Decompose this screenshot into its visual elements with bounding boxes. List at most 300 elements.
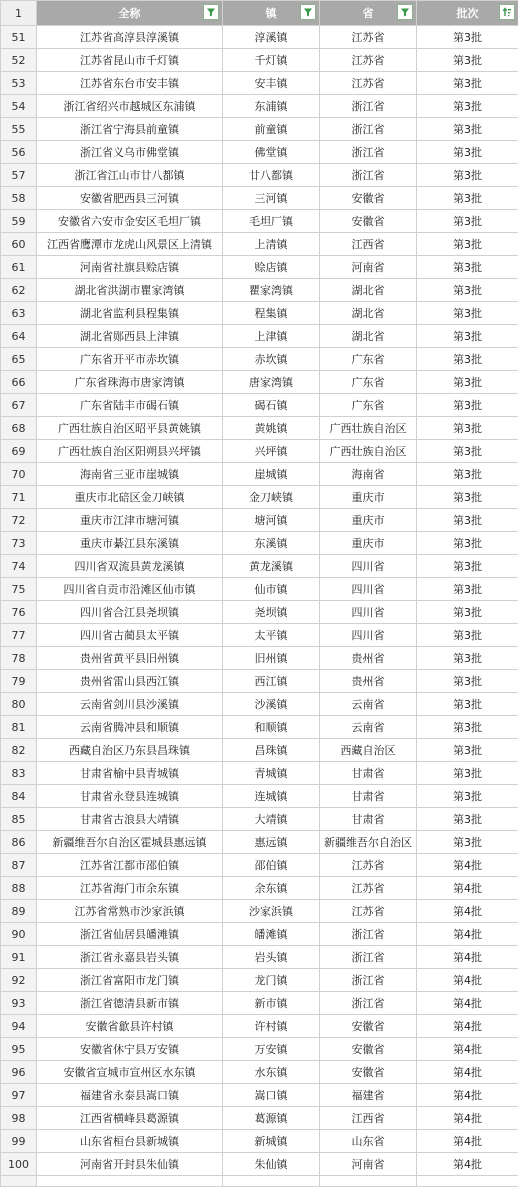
- cell-province[interactable]: 重庆市: [320, 509, 417, 532]
- cell-full-name[interactable]: 浙江省永嘉县岩头镇: [37, 946, 223, 969]
- row-number[interactable]: 85: [1, 808, 37, 831]
- row-number[interactable]: 71: [1, 486, 37, 509]
- cell-province[interactable]: 江苏省: [320, 854, 417, 877]
- cell-full-name[interactable]: 四川省合江县尧坝镇: [37, 601, 223, 624]
- cell-province[interactable]: 新疆维吾尔自治区: [320, 831, 417, 854]
- cell-province[interactable]: 浙江省: [320, 946, 417, 969]
- row-number[interactable]: 83: [1, 762, 37, 785]
- cell-full-name[interactable]: 重庆市綦江县东溪镇: [37, 532, 223, 555]
- cell-town[interactable]: 赤坎镇: [223, 348, 320, 371]
- row-number[interactable]: 87: [1, 854, 37, 877]
- cell-town[interactable]: 碣石镇: [223, 394, 320, 417]
- cell-province[interactable]: 湖北省: [320, 279, 417, 302]
- table-row: [1, 762, 518, 785]
- table-row: [1, 923, 518, 946]
- cell-batch[interactable]: 第4批: [417, 1130, 518, 1153]
- cell-province[interactable]: 广西壮族自治区: [320, 417, 417, 440]
- cell-town[interactable]: 太平镇: [223, 624, 320, 647]
- row-number[interactable]: 86: [1, 831, 37, 854]
- cell-province[interactable]: 云南省: [320, 693, 417, 716]
- table-row: [1, 831, 518, 854]
- table-row: [1, 693, 518, 716]
- cell-full-name[interactable]: 广西壮族自治区昭平县黄姚镇: [37, 417, 223, 440]
- row-number[interactable]: 81: [1, 716, 37, 739]
- cell-town[interactable]: 上津镇: [223, 325, 320, 348]
- table-row: [1, 601, 518, 624]
- cell-town[interactable]: 朱仙镇: [223, 1153, 320, 1176]
- cell-town[interactable]: 青城镇: [223, 762, 320, 785]
- cell-province[interactable]: 江苏省: [320, 900, 417, 923]
- cell-full-name[interactable]: 浙江省仙居县皤滩镇: [37, 923, 223, 946]
- cell-province[interactable]: 安徽省: [320, 187, 417, 210]
- cell-batch[interactable]: 第3批: [417, 647, 518, 670]
- cell-province[interactable]: 贵州省: [320, 670, 417, 693]
- row-number[interactable]: 93: [1, 992, 37, 1015]
- cell-province[interactable]: 江苏省: [320, 26, 417, 49]
- table-row: [1, 440, 518, 463]
- row-number[interactable]: 66: [1, 371, 37, 394]
- row-number[interactable]: 61: [1, 256, 37, 279]
- cell-full-name[interactable]: 江西省横峰县葛源镇: [37, 1107, 223, 1130]
- cell-town[interactable]: 黄姚镇: [223, 417, 320, 440]
- cell-batch[interactable]: 第4批: [417, 1015, 518, 1038]
- cell-batch[interactable]: 第3批: [417, 463, 518, 486]
- cell-province[interactable]: 江苏省: [320, 49, 417, 72]
- cell-batch[interactable]: 第3批: [417, 49, 518, 72]
- cell-batch[interactable]: 第3批: [417, 141, 518, 164]
- column-header-province[interactable]: [320, 1, 417, 26]
- cell-town[interactable]: 赊店镇: [223, 256, 320, 279]
- table-row: [1, 164, 518, 187]
- row-number[interactable]: 52: [1, 49, 37, 72]
- cell-town[interactable]: 东浦镇: [223, 95, 320, 118]
- row-number[interactable]: 63: [1, 302, 37, 325]
- cell-full-name[interactable]: 广西壮族自治区阳朔县兴坪镇: [37, 440, 223, 463]
- cell-full-name[interactable]: 浙江省德清县新市镇: [37, 992, 223, 1015]
- cell-full-name[interactable]: 浙江省义乌市佛堂镇: [37, 141, 223, 164]
- row-number[interactable]: 58: [1, 187, 37, 210]
- column-header-town[interactable]: [223, 1, 320, 26]
- cell-batch[interactable]: 第3批: [417, 348, 518, 371]
- cell-town[interactable]: 西江镇: [223, 670, 320, 693]
- cell-full-name[interactable]: 海南省三亚市崖城镇: [37, 463, 223, 486]
- cell-town[interactable]: 尧坝镇: [223, 601, 320, 624]
- cell-town[interactable]: 邵伯镇: [223, 854, 320, 877]
- cell-province[interactable]: 四川省: [320, 578, 417, 601]
- filter-icon[interactable]: [203, 4, 219, 20]
- table-row: [1, 1038, 518, 1061]
- cell-full-name[interactable]: 湖北省监利县程集镇: [37, 302, 223, 325]
- cell-batch[interactable]: 第3批: [417, 670, 518, 693]
- row-number[interactable]: 90: [1, 923, 37, 946]
- cell-province[interactable]: 浙江省: [320, 95, 417, 118]
- cell-province[interactable]: 广西壮族自治区: [320, 440, 417, 463]
- cell-town[interactable]: 皤滩镇: [223, 923, 320, 946]
- cell-province[interactable]: 贵州省: [320, 647, 417, 670]
- cell-batch[interactable]: 第3批: [417, 555, 518, 578]
- row-number[interactable]: 97: [1, 1084, 37, 1107]
- row-number[interactable]: 88: [1, 877, 37, 900]
- cell-full-name[interactable]: 浙江省江山市廿八都镇: [37, 164, 223, 187]
- filter-icon[interactable]: [300, 4, 316, 20]
- row-number[interactable]: 96: [1, 1061, 37, 1084]
- cell-town[interactable]: 大靖镇: [223, 808, 320, 831]
- cell-batch[interactable]: 第3批: [417, 279, 518, 302]
- cell-town[interactable]: 葛源镇: [223, 1107, 320, 1130]
- cell-batch[interactable]: 第3批: [417, 394, 518, 417]
- row-number[interactable]: 100: [1, 1153, 37, 1176]
- cell-province[interactable]: 河南省: [320, 256, 417, 279]
- cell-town[interactable]: 前童镇: [223, 118, 320, 141]
- cell-province[interactable]: 四川省: [320, 624, 417, 647]
- cell-full-name[interactable]: 河南省开封县朱仙镇: [37, 1153, 223, 1176]
- cell-town[interactable]: 黄龙溪镇: [223, 555, 320, 578]
- cell-town[interactable]: 昌珠镇: [223, 739, 320, 762]
- cell-town[interactable]: 三河镇: [223, 187, 320, 210]
- row-number[interactable]: 92: [1, 969, 37, 992]
- table-row: [1, 1061, 518, 1084]
- cell-full-name[interactable]: 重庆市江津市塘河镇: [37, 509, 223, 532]
- cell-province[interactable]: 浙江省: [320, 969, 417, 992]
- cell-town[interactable]: 程集镇: [223, 302, 320, 325]
- table-row-partial: [1, 1176, 518, 1187]
- cell-province[interactable]: 甘肃省: [320, 762, 417, 785]
- row-number[interactable]: 77: [1, 624, 37, 647]
- cell-batch[interactable]: 第3批: [417, 371, 518, 394]
- cell-batch[interactable]: 第4批: [417, 877, 518, 900]
- cell-province[interactable]: 广东省: [320, 348, 417, 371]
- cell-batch[interactable]: 第3批: [417, 325, 518, 348]
- cell-batch[interactable]: 第4批: [417, 992, 518, 1015]
- cell-town[interactable]: 瞿家湾镇: [223, 279, 320, 302]
- row-number[interactable]: 69: [1, 440, 37, 463]
- cell-full-name[interactable]: 浙江省富阳市龙门镇: [37, 969, 223, 992]
- cell-full-name[interactable]: 安徽省肥西县三河镇: [37, 187, 223, 210]
- table-row: [1, 808, 518, 831]
- cell-batch[interactable]: 第4批: [417, 969, 518, 992]
- cell-full-name[interactable]: 重庆市北碚区金刀峡镇: [37, 486, 223, 509]
- table-row: [1, 854, 518, 877]
- table-row: [1, 49, 518, 72]
- table-row: [1, 785, 518, 808]
- cell-town[interactable]: 岩头镇: [223, 946, 320, 969]
- row-number[interactable]: 62: [1, 279, 37, 302]
- cell-full-name[interactable]: 江苏省海门市余东镇: [37, 877, 223, 900]
- cell-town[interactable]: 上清镇: [223, 233, 320, 256]
- cell-province[interactable]: 江苏省: [320, 877, 417, 900]
- cell-batch[interactable]: 第3批: [417, 256, 518, 279]
- row-number[interactable]: 59: [1, 210, 37, 233]
- cell-full-name[interactable]: 湖北省洪湖市瞿家湾镇: [37, 279, 223, 302]
- cell-province[interactable]: 甘肃省: [320, 808, 417, 831]
- cell-batch[interactable]: 第4批: [417, 923, 518, 946]
- cell-full-name[interactable]: 四川省自贡市沿滩区仙市镇: [37, 578, 223, 601]
- cell-province[interactable]: 云南省: [320, 716, 417, 739]
- cell-full-name[interactable]: 江苏省江都市邵伯镇: [37, 854, 223, 877]
- cell-province[interactable]: 广东省: [320, 394, 417, 417]
- cell-batch[interactable]: 第3批: [417, 601, 518, 624]
- row-number-header[interactable]: 1: [1, 1, 37, 26]
- table-row: [1, 95, 518, 118]
- table-row: [1, 233, 518, 256]
- cell-town[interactable]: 千灯镇: [223, 49, 320, 72]
- cell-full-name[interactable]: 湖北省郧西县上津镇: [37, 325, 223, 348]
- cell-batch[interactable]: 第4批: [417, 946, 518, 969]
- cell-batch[interactable]: 第3批: [417, 509, 518, 532]
- row-number[interactable]: 60: [1, 233, 37, 256]
- row-number[interactable]: 56: [1, 141, 37, 164]
- cell-batch[interactable]: 第3批: [417, 739, 518, 762]
- cell-batch[interactable]: 第3批: [417, 164, 518, 187]
- row-number[interactable]: 98: [1, 1107, 37, 1130]
- cell-full-name[interactable]: 江苏省高淳县淳溪镇: [37, 26, 223, 49]
- row-number[interactable]: 65: [1, 348, 37, 371]
- cell-province[interactable]: 山东省: [320, 1130, 417, 1153]
- table-row: [1, 26, 518, 49]
- table-row: [1, 325, 518, 348]
- cell-town[interactable]: 连城镇: [223, 785, 320, 808]
- row-number[interactable]: 73: [1, 532, 37, 555]
- cell-batch[interactable]: 第3批: [417, 302, 518, 325]
- cell-full-name[interactable]: 山东省桓台县新城镇: [37, 1130, 223, 1153]
- row-number[interactable]: 55: [1, 118, 37, 141]
- cell-full-name[interactable]: 贵州省黄平县旧州镇: [37, 647, 223, 670]
- cell-town[interactable]: 仙市镇: [223, 578, 320, 601]
- row-number[interactable]: 76: [1, 601, 37, 624]
- table-row: [1, 1084, 518, 1107]
- cell-province[interactable]: 重庆市: [320, 486, 417, 509]
- row-number[interactable]: 82: [1, 739, 37, 762]
- cell-batch[interactable]: 第3批: [417, 624, 518, 647]
- table-row: [1, 555, 518, 578]
- cell-province[interactable]: 湖北省: [320, 302, 417, 325]
- row-number[interactable]: 53: [1, 72, 37, 95]
- table-row: [1, 509, 518, 532]
- cell-full-name[interactable]: 广东省开平市赤坎镇: [37, 348, 223, 371]
- cell-full-name[interactable]: 四川省古蔺县太平镇: [37, 624, 223, 647]
- cell-full-name[interactable]: 贵州省雷山县西江镇: [37, 670, 223, 693]
- cell-batch[interactable]: 第3批: [417, 785, 518, 808]
- empty-cell[interactable]: [223, 1176, 320, 1187]
- row-number[interactable]: 75: [1, 578, 37, 601]
- cell-province[interactable]: 安徽省: [320, 210, 417, 233]
- column-header-name-label: 全称: [119, 5, 141, 21]
- cell-province[interactable]: 福建省: [320, 1084, 417, 1107]
- row-number[interactable]: 91: [1, 946, 37, 969]
- table-row: [1, 670, 518, 693]
- cell-town[interactable]: 安丰镇: [223, 72, 320, 95]
- cell-province[interactable]: 四川省: [320, 555, 417, 578]
- cell-full-name[interactable]: 江苏省东台市安丰镇: [37, 72, 223, 95]
- cell-town[interactable]: 东溪镇: [223, 532, 320, 555]
- row-number[interactable]: 68: [1, 417, 37, 440]
- sort-ascending-icon[interactable]: [499, 4, 515, 20]
- cell-province[interactable]: 安徽省: [320, 1015, 417, 1038]
- cell-batch[interactable]: 第3批: [417, 578, 518, 601]
- row-number[interactable]: 99: [1, 1130, 37, 1153]
- cell-town[interactable]: 龙门镇: [223, 969, 320, 992]
- cell-batch[interactable]: 第4批: [417, 1153, 518, 1176]
- row-number[interactable]: 51: [1, 26, 37, 49]
- cell-batch[interactable]: 第3批: [417, 716, 518, 739]
- column-header-batch[interactable]: [417, 1, 518, 26]
- cell-province[interactable]: 浙江省: [320, 164, 417, 187]
- cell-full-name[interactable]: 广东省珠海市唐家湾镇: [37, 371, 223, 394]
- cell-batch[interactable]: 第4批: [417, 854, 518, 877]
- row-number[interactable]: 54: [1, 95, 37, 118]
- cell-full-name[interactable]: 西藏自治区乃东县昌珠镇: [37, 739, 223, 762]
- column-header-name[interactable]: [37, 1, 223, 26]
- cell-province[interactable]: 安徽省: [320, 1038, 417, 1061]
- cell-town[interactable]: 嵩口镇: [223, 1084, 320, 1107]
- row-number[interactable]: 95: [1, 1038, 37, 1061]
- cell-province[interactable]: 西藏自治区: [320, 739, 417, 762]
- cell-batch[interactable]: 第4批: [417, 900, 518, 923]
- cell-province[interactable]: 重庆市: [320, 532, 417, 555]
- column-header-province-label: 省: [363, 5, 374, 21]
- cell-province[interactable]: 浙江省: [320, 118, 417, 141]
- cell-town[interactable]: 沙溪镇: [223, 693, 320, 716]
- cell-province[interactable]: 浙江省: [320, 923, 417, 946]
- cell-batch[interactable]: 第3批: [417, 210, 518, 233]
- cell-full-name[interactable]: 云南省剑川县沙溪镇: [37, 693, 223, 716]
- empty-cell[interactable]: [1, 1176, 37, 1187]
- row-number[interactable]: 84: [1, 785, 37, 808]
- cell-town[interactable]: 余东镇: [223, 877, 320, 900]
- cell-batch[interactable]: 第4批: [417, 1038, 518, 1061]
- cell-province[interactable]: 江西省: [320, 1107, 417, 1130]
- cell-town[interactable]: 兴坪镇: [223, 440, 320, 463]
- cell-town[interactable]: 许村镇: [223, 1015, 320, 1038]
- table-row: [1, 900, 518, 923]
- cell-province[interactable]: 安徽省: [320, 1061, 417, 1084]
- filter-icon[interactable]: [397, 4, 413, 20]
- cell-province[interactable]: 四川省: [320, 601, 417, 624]
- row-number[interactable]: 74: [1, 555, 37, 578]
- table-row: [1, 969, 518, 992]
- cell-batch[interactable]: 第3批: [417, 417, 518, 440]
- cell-town[interactable]: 淳溪镇: [223, 26, 320, 49]
- cell-batch[interactable]: 第3批: [417, 118, 518, 141]
- cell-province[interactable]: 湖北省: [320, 325, 417, 348]
- cell-town[interactable]: 崖城镇: [223, 463, 320, 486]
- cell-town[interactable]: 新城镇: [223, 1130, 320, 1153]
- empty-cell[interactable]: [417, 1176, 518, 1187]
- table-row: [1, 302, 518, 325]
- cell-batch[interactable]: 第3批: [417, 440, 518, 463]
- table-row: [1, 187, 518, 210]
- cell-town[interactable]: 旧州镇: [223, 647, 320, 670]
- cell-town[interactable]: 金刀峡镇: [223, 486, 320, 509]
- cell-full-name[interactable]: 浙江省绍兴市越城区东浦镇: [37, 95, 223, 118]
- cell-batch[interactable]: 第3批: [417, 808, 518, 831]
- cell-full-name[interactable]: 江苏省常熟市沙家浜镇: [37, 900, 223, 923]
- cell-province[interactable]: 浙江省: [320, 992, 417, 1015]
- table-row: [1, 716, 518, 739]
- cell-province[interactable]: 河南省: [320, 1153, 417, 1176]
- row-number[interactable]: 57: [1, 164, 37, 187]
- cell-province[interactable]: 广东省: [320, 371, 417, 394]
- row-number[interactable]: 78: [1, 647, 37, 670]
- cell-town[interactable]: 沙家浜镇: [223, 900, 320, 923]
- cell-full-name[interactable]: 甘肃省古浪县大靖镇: [37, 808, 223, 831]
- cell-full-name[interactable]: 福建省永泰县嵩口镇: [37, 1084, 223, 1107]
- row-number[interactable]: 79: [1, 670, 37, 693]
- table-row: [1, 647, 518, 670]
- cell-batch[interactable]: 第3批: [417, 486, 518, 509]
- cell-full-name[interactable]: 安徽省休宁县万安镇: [37, 1038, 223, 1061]
- cell-province[interactable]: 海南省: [320, 463, 417, 486]
- header-row: [1, 1, 518, 26]
- cell-full-name[interactable]: 江西省鹰潭市龙虎山风景区上清镇: [37, 233, 223, 256]
- cell-province[interactable]: 甘肃省: [320, 785, 417, 808]
- cell-batch[interactable]: 第3批: [417, 831, 518, 854]
- cell-province[interactable]: 江西省: [320, 233, 417, 256]
- cell-town[interactable]: 惠远镇: [223, 831, 320, 854]
- cell-town[interactable]: 万安镇: [223, 1038, 320, 1061]
- cell-town[interactable]: 和顺镇: [223, 716, 320, 739]
- empty-cell[interactable]: [320, 1176, 417, 1187]
- cell-town[interactable]: 廿八都镇: [223, 164, 320, 187]
- cell-full-name[interactable]: 新疆维吾尔自治区霍城县惠远镇: [37, 831, 223, 854]
- row-number[interactable]: 80: [1, 693, 37, 716]
- cell-province[interactable]: 江苏省: [320, 72, 417, 95]
- cell-batch[interactable]: 第4批: [417, 1107, 518, 1130]
- cell-batch[interactable]: 第3批: [417, 72, 518, 95]
- cell-full-name[interactable]: 甘肃省永登县连城镇: [37, 785, 223, 808]
- cell-batch[interactable]: 第3批: [417, 762, 518, 785]
- cell-town[interactable]: 塘河镇: [223, 509, 320, 532]
- cell-full-name[interactable]: 甘肃省榆中县青城镇: [37, 762, 223, 785]
- cell-batch[interactable]: 第3批: [417, 532, 518, 555]
- cell-batch[interactable]: 第3批: [417, 233, 518, 256]
- cell-batch[interactable]: 第3批: [417, 95, 518, 118]
- cell-batch[interactable]: 第3批: [417, 693, 518, 716]
- cell-full-name[interactable]: 安徽省六安市金安区毛坦厂镇: [37, 210, 223, 233]
- row-number[interactable]: 67: [1, 394, 37, 417]
- cell-batch[interactable]: 第3批: [417, 187, 518, 210]
- cell-town[interactable]: 佛堂镇: [223, 141, 320, 164]
- cell-town[interactable]: 唐家湾镇: [223, 371, 320, 394]
- table-row: [1, 739, 518, 762]
- table-row: [1, 417, 518, 440]
- empty-cell[interactable]: [37, 1176, 223, 1187]
- cell-town[interactable]: 水东镇: [223, 1061, 320, 1084]
- cell-batch[interactable]: 第3批: [417, 26, 518, 49]
- cell-full-name[interactable]: 云南省腾冲县和顺镇: [37, 716, 223, 739]
- row-number[interactable]: 89: [1, 900, 37, 923]
- row-number[interactable]: 70: [1, 463, 37, 486]
- cell-province[interactable]: 浙江省: [320, 141, 417, 164]
- cell-town[interactable]: 新市镇: [223, 992, 320, 1015]
- cell-full-name[interactable]: 四川省双流县黄龙溪镇: [37, 555, 223, 578]
- cell-batch[interactable]: 第4批: [417, 1084, 518, 1107]
- cell-batch[interactable]: 第4批: [417, 1061, 518, 1084]
- cell-full-name[interactable]: 广东省陆丰市碣石镇: [37, 394, 223, 417]
- row-number[interactable]: 72: [1, 509, 37, 532]
- cell-full-name[interactable]: 安徽省歙县许村镇: [37, 1015, 223, 1038]
- table-row: [1, 486, 518, 509]
- row-number[interactable]: 94: [1, 1015, 37, 1038]
- cell-full-name[interactable]: 河南省社旗县赊店镇: [37, 256, 223, 279]
- table-row: [1, 946, 518, 969]
- cell-full-name[interactable]: 安徽省宣城市宣州区水东镇: [37, 1061, 223, 1084]
- cell-town[interactable]: 毛坦厂镇: [223, 210, 320, 233]
- row-number[interactable]: 64: [1, 325, 37, 348]
- cell-full-name[interactable]: 浙江省宁海县前童镇: [37, 118, 223, 141]
- table-row: [1, 1130, 518, 1153]
- cell-full-name[interactable]: 江苏省昆山市千灯镇: [37, 49, 223, 72]
